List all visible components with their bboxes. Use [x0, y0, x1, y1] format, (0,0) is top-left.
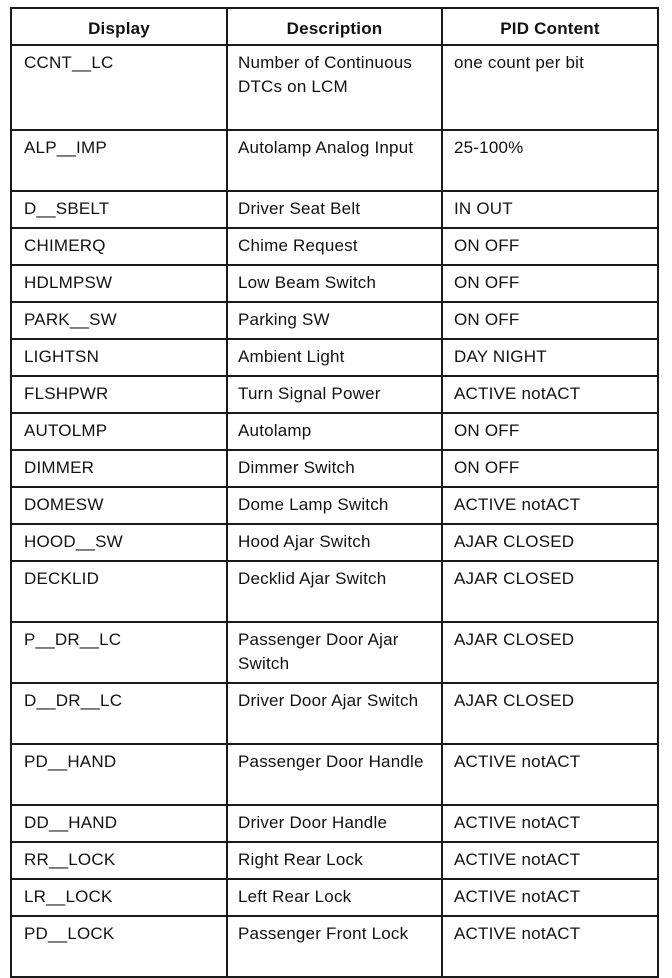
table-row — [11, 302, 658, 339]
table-row — [11, 879, 658, 916]
description-cell: Passenger Front Lock — [227, 916, 442, 977]
description-cell: Dome Lamp Switch — [227, 487, 442, 524]
table-row — [11, 191, 658, 228]
pid-content-cell: AJAR CLOSED — [442, 683, 658, 744]
header-description: Description — [227, 8, 442, 45]
table-row — [11, 622, 658, 683]
display-cell: LR__LOCK — [11, 879, 227, 916]
pid-content-cell: ACTIVE notACT — [442, 805, 658, 842]
table-row — [11, 45, 658, 130]
pid-content-cell: ON OFF — [442, 450, 658, 487]
description-cell: Parking SW — [227, 302, 442, 339]
display-cell: P__DR__LC — [11, 622, 227, 683]
description-cell: Right Rear Lock — [227, 842, 442, 879]
display-cell: D__DR__LC — [11, 683, 227, 744]
display-cell: RR__LOCK — [11, 842, 227, 879]
description-cell: Autolamp — [227, 413, 442, 450]
description-cell: Driver Door Ajar Switch — [227, 683, 442, 744]
pid-content-cell: ACTIVE notACT — [442, 376, 658, 413]
table-row — [11, 265, 658, 302]
description-cell: Chime Request — [227, 228, 442, 265]
description-cell: Decklid Ajar Switch — [227, 561, 442, 622]
display-cell: D__SBELT — [11, 191, 227, 228]
table-row — [11, 376, 658, 413]
table-row — [11, 524, 658, 561]
header-pid-content: PID Content — [442, 8, 658, 45]
table-row — [11, 487, 658, 524]
pid-content-cell: IN OUT — [442, 191, 658, 228]
table-row — [11, 450, 658, 487]
table-row — [11, 561, 658, 622]
display-cell: FLSHPWR — [11, 376, 227, 413]
table-row — [11, 339, 658, 376]
pid-content-cell: ON OFF — [442, 228, 658, 265]
pid-content-cell: AJAR CLOSED — [442, 561, 658, 622]
pid-content-cell: AJAR CLOSED — [442, 524, 658, 561]
description-cell: Driver Seat Belt — [227, 191, 442, 228]
pid-content-cell: DAY NIGHT — [442, 339, 658, 376]
display-cell: HOOD__SW — [11, 524, 227, 561]
table-row — [11, 842, 658, 879]
table-row — [11, 805, 658, 842]
display-cell: PARK__SW — [11, 302, 227, 339]
header-row — [11, 8, 658, 45]
description-cell: Low Beam Switch — [227, 265, 442, 302]
description-cell: Left Rear Lock — [227, 879, 442, 916]
description-cell: Driver Door Handle — [227, 805, 442, 842]
pid-content-cell: ACTIVE notACT — [442, 487, 658, 524]
pid-content-cell: ACTIVE notACT — [442, 842, 658, 879]
description-cell: Ambient Light — [227, 339, 442, 376]
pid-content-cell: ON OFF — [442, 413, 658, 450]
table-row — [11, 744, 658, 805]
display-cell: ALP__IMP — [11, 130, 227, 191]
table-row — [11, 413, 658, 450]
description-cell: Dimmer Switch — [227, 450, 442, 487]
pid-content-cell: AJAR CLOSED — [442, 622, 658, 683]
description-cell: Autolamp Analog Input — [227, 130, 442, 191]
display-cell: DIMMER — [11, 450, 227, 487]
display-cell: HDLMPSW — [11, 265, 227, 302]
description-cell: Hood Ajar Switch — [227, 524, 442, 561]
display-cell: DECKLID — [11, 561, 227, 622]
header-display: Display — [11, 8, 227, 45]
pid-content-cell: ON OFF — [442, 265, 658, 302]
display-cell: PD__LOCK — [11, 916, 227, 977]
pid-content-cell: ACTIVE notACT — [442, 916, 658, 977]
display-cell: LIGHTSN — [11, 339, 227, 376]
pid-table — [10, 7, 659, 978]
display-cell: DD__HAND — [11, 805, 227, 842]
table-row — [11, 683, 658, 744]
pid-content-cell: ACTIVE notACT — [442, 879, 658, 916]
display-cell: AUTOLMP — [11, 413, 227, 450]
display-cell: PD__HAND — [11, 744, 227, 805]
description-cell: Passenger Door Ajar Switch — [227, 622, 442, 683]
table-row — [11, 130, 658, 191]
description-cell: Number of Continuous DTCs on LCM — [227, 45, 442, 130]
description-cell: Passenger Door Handle — [227, 744, 442, 805]
display-cell: CHIMERQ — [11, 228, 227, 265]
display-cell: DOMESW — [11, 487, 227, 524]
table-row — [11, 916, 658, 977]
description-cell: Turn Signal Power — [227, 376, 442, 413]
pid-content-cell: ACTIVE notACT — [442, 744, 658, 805]
display-cell: CCNT__LC — [11, 45, 227, 130]
pid-content-cell: 25-100% — [442, 130, 658, 191]
table-row — [11, 228, 658, 265]
pid-content-cell: one count per bit — [442, 45, 658, 130]
pid-content-cell: ON OFF — [442, 302, 658, 339]
